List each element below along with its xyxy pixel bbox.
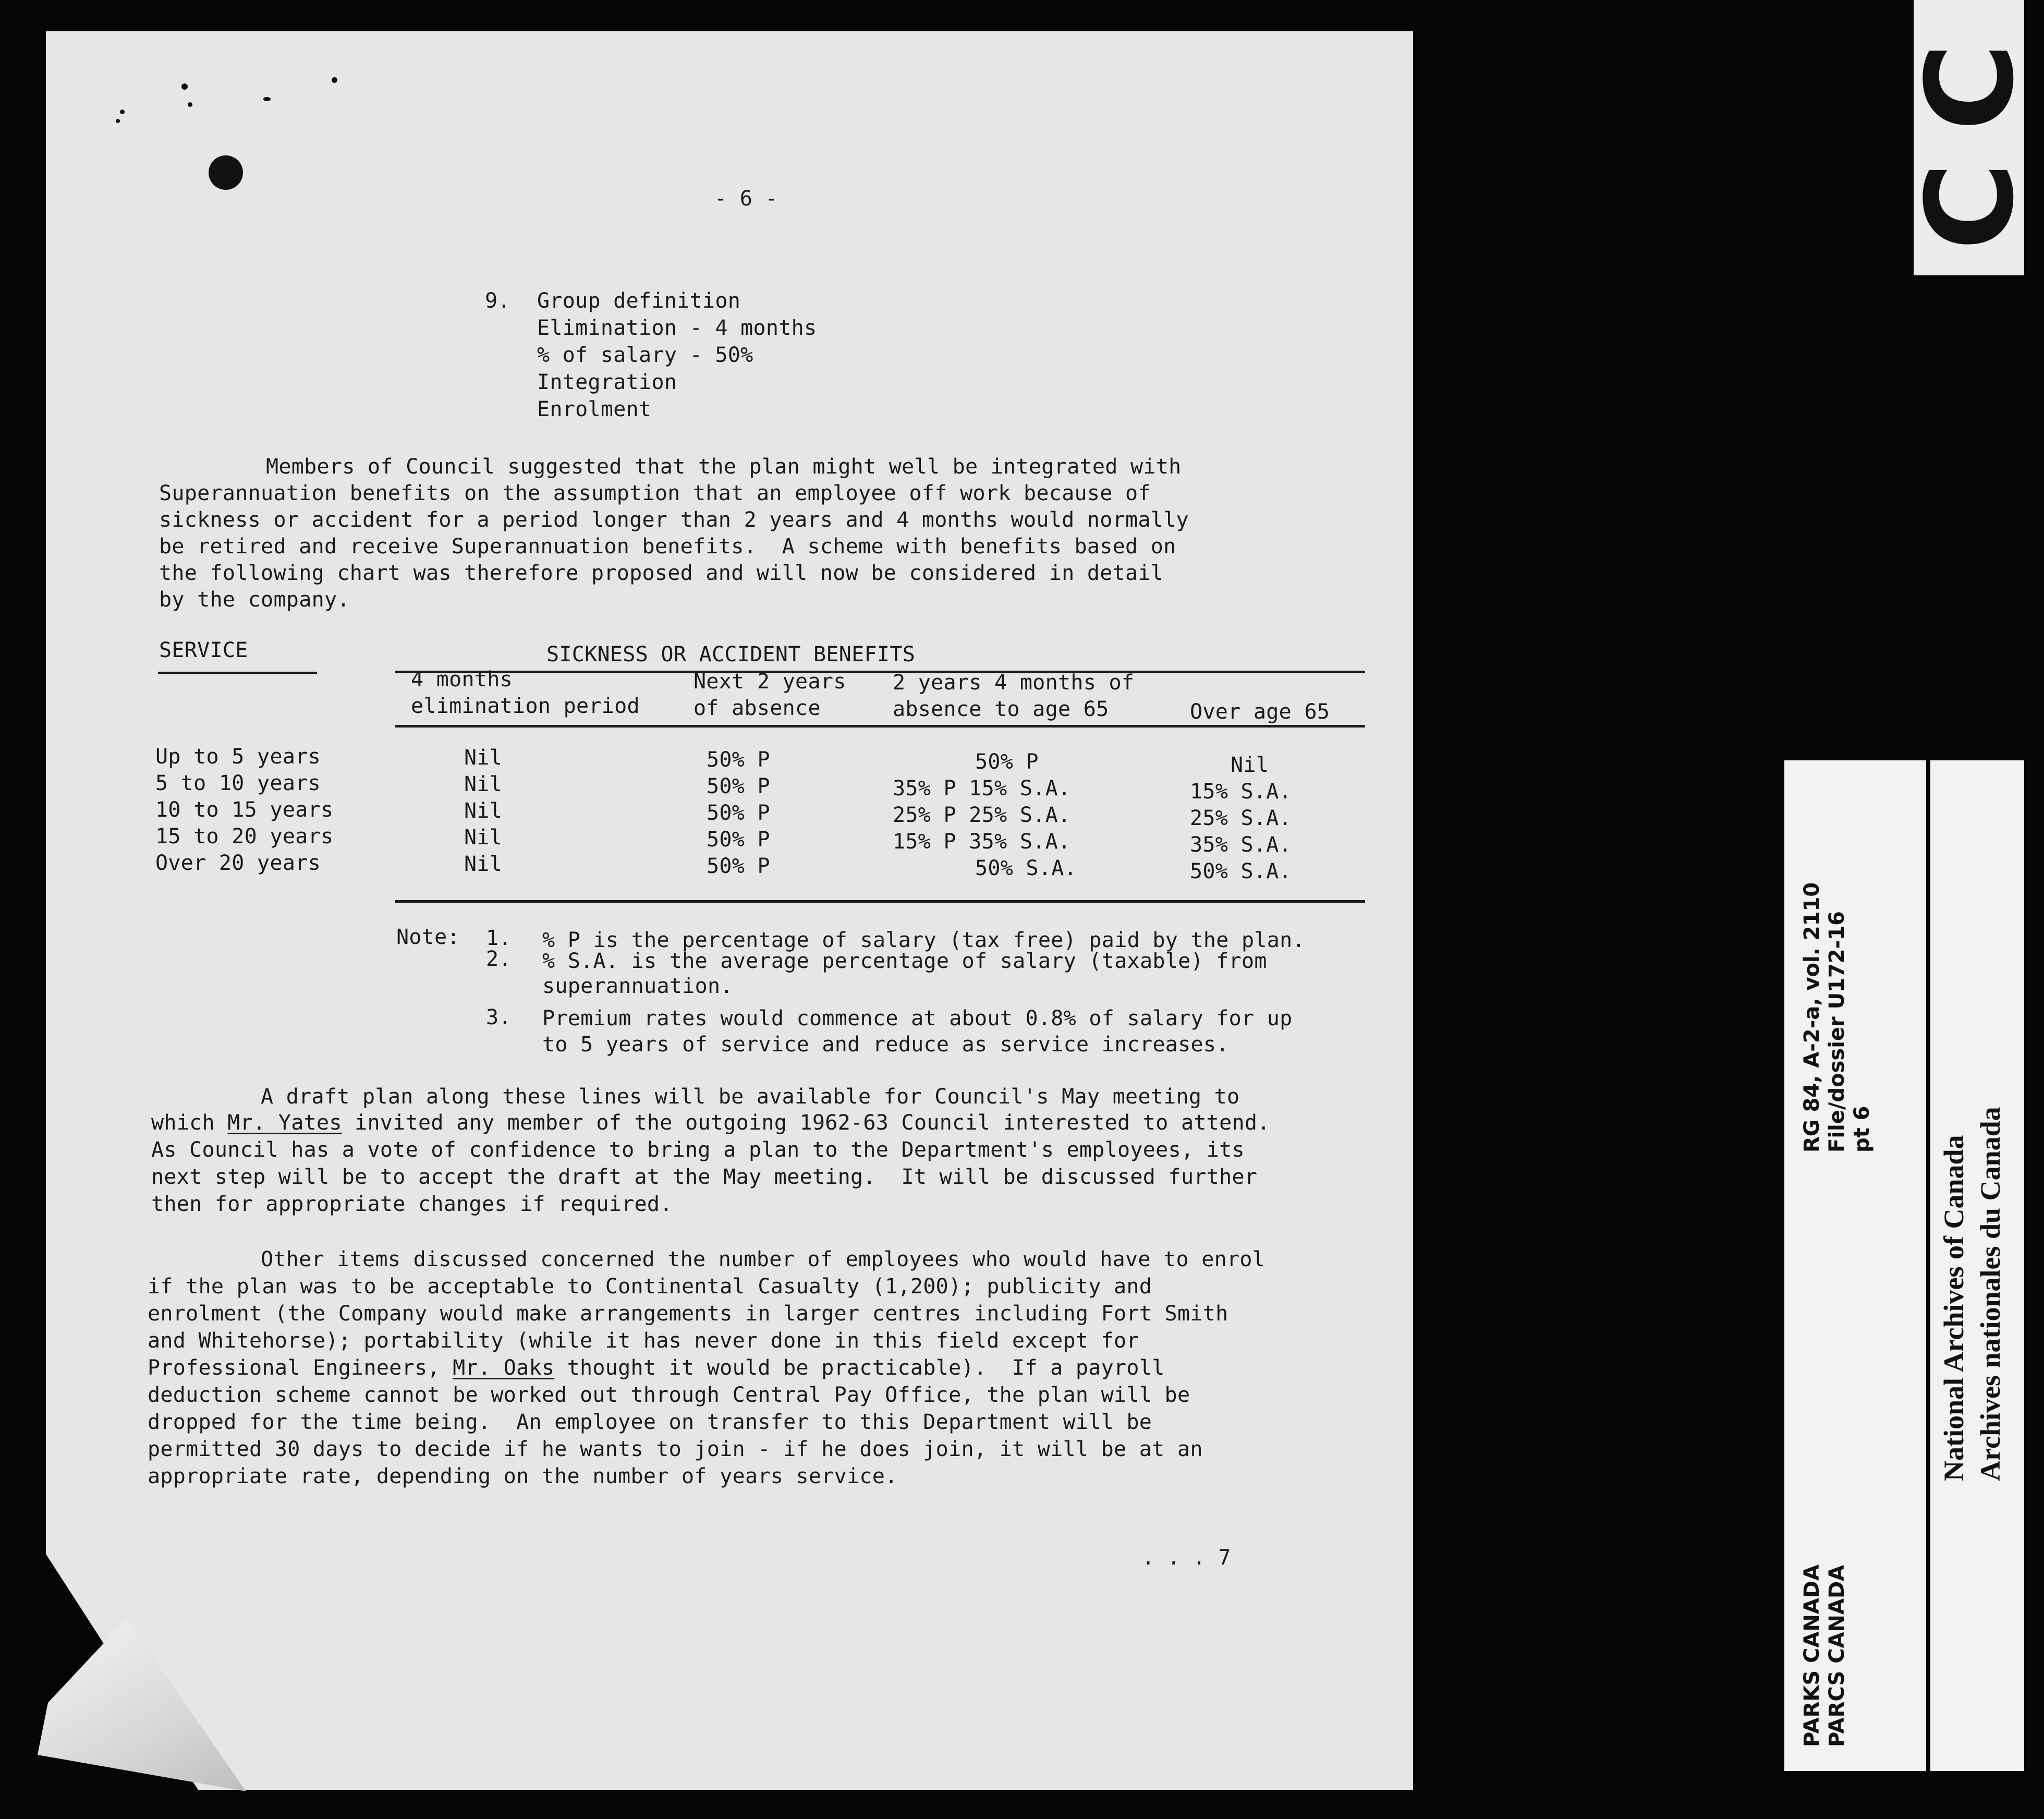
table-cell: 35% P 15% S.A. [893, 777, 1071, 801]
table-bottom-rule [395, 900, 1365, 903]
table-cell: 50% S.A. [1190, 859, 1292, 883]
table-row-service: Up to 5 years [155, 745, 321, 769]
paragraph-text: Professional Engineers, [148, 1356, 453, 1380]
paragraph-line: Other items discussed concerned the number of employees who would have to enrol [261, 1247, 1266, 1271]
table-cell: Nil [464, 826, 503, 850]
paragraph-line: next step will be to accept the draft at the May meeting. It will be discussed further [151, 1165, 1258, 1189]
speck-mark [332, 77, 337, 83]
reference-line: RG 84, A-2-a, vol. 2110 [1800, 882, 1824, 1153]
paragraph-line: the following chart was therefore proposed and will now be considered in detail [159, 561, 1164, 585]
speck-mark [116, 119, 120, 123]
note-number: 3. [486, 1005, 512, 1029]
table-cell: Nil [464, 799, 503, 823]
note-line: % S.A. is the average percentage of salary (taxable) from [542, 949, 1267, 973]
note-line: to 5 years of service and reduce as service increases. [542, 1033, 1229, 1057]
paragraph-line: by the company. [159, 588, 350, 612]
column-header: 4 months [411, 668, 513, 692]
item-line: Enrolment [537, 397, 652, 421]
paragraph-text: which [151, 1111, 228, 1135]
table-row-service: 15 to 20 years [155, 824, 334, 848]
table-cell: 50% P [707, 748, 770, 772]
table-cell: 50% S.A. [975, 856, 1077, 880]
paragraph-line: As Council has a vote of confidence to bring a plan to the Department's employees, its [151, 1138, 1245, 1162]
column-header: 2 years 4 months of [893, 671, 1135, 695]
paragraph-line: then for appropriate changes if required. [151, 1192, 673, 1216]
reel-mark: CC [1901, 11, 2040, 250]
header-top-rule [395, 671, 1365, 673]
item-line: Group definition [537, 289, 741, 313]
paragraph-line [151, 1110, 1270, 1136]
table-cell: 25% S.A. [1190, 806, 1292, 830]
item-line: Integration [537, 370, 677, 394]
table-cell: 15% S.A. [1190, 780, 1292, 804]
service-header-underline [158, 672, 317, 674]
paragraph-line: appropriate rate, depending on the number of years service. [148, 1464, 898, 1488]
table-cell: Nil [464, 772, 503, 796]
table-cell: 50% P [707, 854, 770, 878]
dept-line: PARCS CANADA [1825, 1565, 1849, 1747]
table-cell: 50% P [975, 750, 1039, 774]
paragraph-line: enrolment (the Company would make arrangements in larger centres including Fort Smith [148, 1302, 1228, 1326]
paragraph-line: dropped for the time being. An employee on transfer to this Department will be [148, 1410, 1152, 1434]
paragraph-line: A draft plan along these lines will be available for Council's May meeting to [261, 1085, 1240, 1109]
dept-line: PARKS CANADA [1800, 1564, 1824, 1747]
note-line: Premium rates would commence at about 0.8% of salary for up [542, 1006, 1293, 1030]
column-header: elimination period [411, 694, 640, 718]
person-name: Mr. Yates [227, 1111, 342, 1135]
archives-line: Archives nationales du Canada [1975, 1107, 2006, 1481]
table-cell: 50% P [707, 774, 770, 798]
continuation-marker: . . . 7 [1142, 1546, 1231, 1570]
note-line: % P is the percentage of salary (tax free) paid by the plan. [542, 928, 1305, 952]
speck-mark [263, 97, 271, 101]
item-line: Elimination - 4 months [537, 316, 817, 340]
table-row-service: 5 to 10 years [155, 771, 321, 795]
person-name: Mr. Oaks [453, 1356, 555, 1380]
paragraph-line: permitted 30 days to decide if he wants to join - if he does join, it will be at an [148, 1437, 1203, 1461]
paragraph-text: invited any member of the outgoing 1962-63 Council interested to attend. [342, 1111, 1270, 1135]
paragraph-text: thought it would be practicable). If a payroll [554, 1356, 1165, 1380]
header-bottom-rule [395, 725, 1365, 727]
reference-line: pt 6 [1850, 1106, 1874, 1153]
table-cell: 50% P [707, 801, 770, 825]
table-cell: 15% P 35% S.A. [893, 830, 1071, 854]
benefits-group-header: SICKNESS OR ACCIDENT BENEFITS [546, 642, 916, 666]
paragraph-line [148, 1355, 1165, 1381]
reference-line: File/dossier U172-16 [1825, 911, 1849, 1153]
column-header: absence to age 65 [893, 697, 1109, 721]
paragraph-line: and Whitehorse); portability (while it has never done in this field except for [148, 1329, 1139, 1353]
page-number: - 6 - [714, 187, 778, 211]
table-cell: Nil [464, 746, 503, 770]
item-line: % of salary - 50% [537, 343, 753, 367]
table-row-service: Over 20 years [155, 851, 321, 875]
table-cell: 35% S.A. [1190, 833, 1292, 857]
paragraph-line: deduction scheme cannot be worked out through Central Pay Office, the plan will be [148, 1383, 1190, 1407]
table-row-service: 10 to 15 years [155, 798, 334, 822]
punch-hole-mark [209, 155, 243, 190]
paragraph-line: if the plan was to be acceptable to Continental Casualty (1,200); publicity and [148, 1275, 1152, 1299]
item-number: 9. [485, 289, 510, 313]
note-line: superannuation. [542, 974, 733, 998]
note-number: 2. [486, 947, 512, 971]
table-cell: Nil [464, 852, 503, 876]
speck-mark [120, 110, 125, 114]
column-header: Over age 65 [1190, 700, 1330, 724]
table-cell: Nil [1231, 753, 1269, 777]
column-header: of absence [694, 696, 821, 720]
speck-mark [181, 83, 188, 90]
note-number: 1. [486, 926, 512, 950]
archives-line: National Archives of Canada [1938, 1135, 1969, 1481]
paragraph-line: sickness or accident for a period longer than 2 years and 4 months would normally [159, 508, 1189, 532]
speck-mark [188, 102, 192, 107]
service-header: SERVICE [159, 638, 248, 662]
paragraph-line: Members of Council suggested that the plan might well be integrated with [266, 455, 1182, 479]
note-label: Note: [396, 925, 460, 949]
column-header: Next 2 years [694, 670, 846, 694]
paragraph-line: Superannuation benefits on the assumption that an employee off work because of [159, 481, 1151, 505]
table-cell: 50% P [707, 828, 770, 852]
table-cell: 25% P 25% S.A. [893, 803, 1071, 827]
paragraph-line: be retired and receive Superannuation benefits. A scheme with benefits based on [159, 535, 1176, 559]
